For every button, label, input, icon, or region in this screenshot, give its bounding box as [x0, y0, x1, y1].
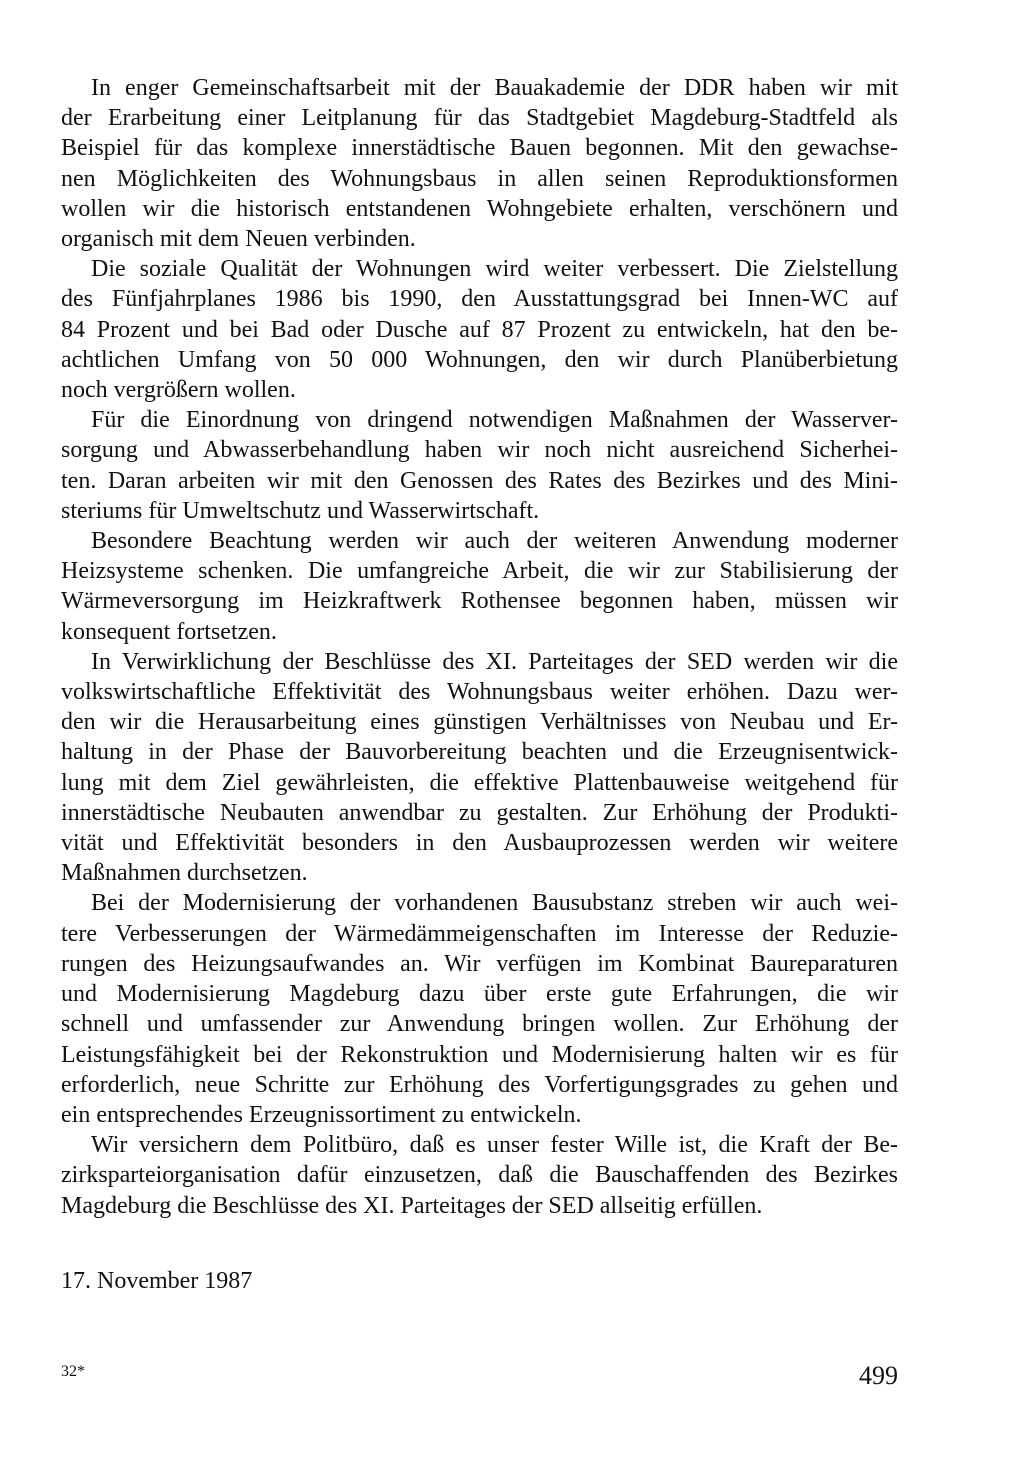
text-line: organisch mit dem Neuen verbinden.	[61, 226, 416, 253]
text-line: achtlichen Umfang von 50 000 Wohnungen, den wir durch Planüberbietung	[61, 346, 898, 373]
text-line: Wir versichern dem Politbüro, daß es unser fester Wille ist, die Kraft der Be-	[91, 1132, 898, 1159]
text-line: rungen des Heizungsaufwandes an. Wir verfügen im Kombinat Baureparaturen	[61, 950, 898, 977]
text-line: Maßnahmen durchsetzen.	[61, 860, 308, 887]
paragraph	[61, 254, 898, 405]
text-line: nen Möglichkeiten des Wohnungsbaus in allen seinen Reproduktionsformen	[61, 165, 898, 192]
text-line: lung mit dem Ziel gewährleisten, die effektive Plattenbauweise weitgehend für	[61, 769, 898, 796]
text-line: In enger Gemeinschaftsarbeit mit der Bauakademie der DDR haben wir mit	[91, 75, 898, 101]
paragraph	[61, 526, 898, 647]
text-line: der Erarbeitung einer Leitplanung für das Stadtgebiet Magdeburg-Stadtfeld als	[61, 105, 898, 132]
text-line: Wärmeversorgung im Heizkraftwerk Rothensee begonnen haben, müssen wir	[61, 588, 898, 615]
text-line: ein entsprechendes Erzeugnissortiment zu entwickeln.	[61, 1101, 582, 1128]
paragraph	[61, 405, 898, 526]
text-line: sorgung und Abwasserbehandlung haben wir noch nicht ausreichend Sicherhei-	[61, 437, 898, 464]
paragraph	[61, 647, 898, 889]
text-line: In Verwirklichung der Beschlüsse des XI. Parteitages der SED werden wir die	[91, 648, 898, 675]
text-line: Magdeburg die Beschlüsse des XI. Parteitages der SED allseitig erfüllen.	[61, 1192, 763, 1219]
text-line: schnell und umfassender zur Anwendung bringen wollen. Zur Erhöhung der	[61, 1011, 898, 1038]
text-line: Bei der Modernisierung der vorhandenen Bausubstanz streben wir auch wei-	[91, 890, 898, 917]
text-line: Besondere Beachtung werden wir auch der weiteren Anwendung moderner	[91, 528, 898, 555]
text-line: Heizsysteme schenken. Die umfangreiche Arbeit, die wir zur Stabilisierung der	[61, 558, 898, 585]
text-line: volkswirtschaftliche Effektivität des Wohnungsbaus weiter erhöhen. Dazu wer-	[61, 679, 898, 706]
paragraph	[61, 888, 898, 1130]
document-date: 17. November 1987	[61, 1268, 253, 1294]
text-line: ten. Daran arbeiten wir mit den Genossen des Rates des Bezirkes und des Mini-	[61, 467, 898, 494]
printer-signature-mark: 32*	[61, 1363, 85, 1380]
text-line: den wir die Herausarbeitung eines günstigen Verhältnisses von Neubau und Er-	[61, 709, 898, 736]
text-line: 84 Prozent und bei Bad oder Dusche auf 87 Prozent zu entwickeln, hat den be-	[61, 316, 898, 343]
text-line: und Modernisierung Magdeburg dazu über erste gute Erfahrungen, die wir	[61, 981, 898, 1008]
paragraph	[61, 73, 898, 254]
page-number: 499	[859, 1361, 898, 1390]
body-text	[61, 73, 898, 1221]
text-line: wollen wir die historisch entstandenen Wohngebiete erhalten, verschönern und	[61, 195, 898, 222]
text-line: noch vergrößern wollen.	[61, 377, 296, 404]
text-line: innerstädtische Neubauten anwendbar zu gestalten. Zur Erhöhung der Produkti-	[61, 799, 898, 826]
text-line: Für die Einordnung von dringend notwendigen Maßnahmen der Wasserver-	[91, 407, 898, 434]
text-line: vität und Effektivität besonders in den Ausbauprozessen werden wir weitere	[61, 830, 898, 857]
text-line: zirksparteiorganisation dafür einzusetzen, daß die Bauschaffenden des Bezirkes	[61, 1162, 898, 1189]
text-line: tere Verbesserungen der Wärmedämmeigenschaften im Interesse der Reduzie-	[61, 920, 898, 947]
text-line: haltung in der Phase der Bauvorbereitung beachten und die Erzeugnisentwick-	[61, 739, 898, 766]
paragraph	[61, 1130, 898, 1221]
text-line: des Fünfjahrplanes 1986 bis 1990, den Ausstattungsgrad bei Innen-WC auf	[61, 286, 898, 313]
text-line: Beispiel für das komplexe innerstädtische Bauen begonnen. Mit den gewachse-	[61, 135, 898, 162]
text-line: Leistungsfähigkeit bei der Rekonstruktion und Modernisierung halten wir es für	[61, 1041, 898, 1068]
text-line: Die soziale Qualität der Wohnungen wird weiter verbessert. Die Zielstellung	[91, 256, 898, 283]
text-line: steriums für Umweltschutz und Wasserwirtschaft.	[61, 497, 540, 524]
text-line: konsequent fortsetzen.	[61, 618, 277, 645]
text-line: erforderlich, neue Schritte zur Erhöhung des Vorfertigungsgrades zu gehen und	[61, 1071, 898, 1098]
